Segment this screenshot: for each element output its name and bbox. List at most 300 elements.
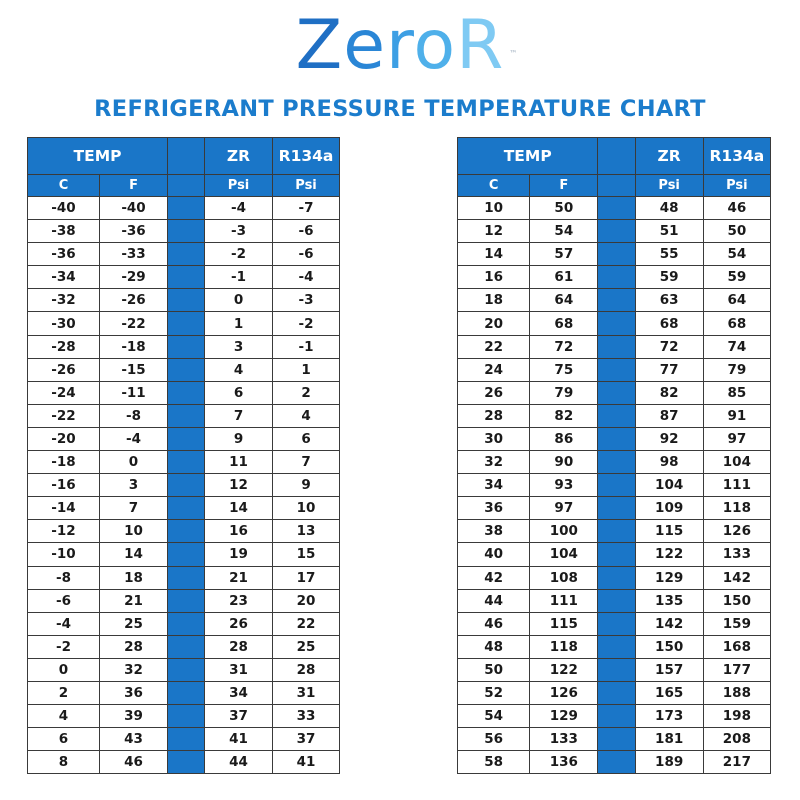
separator-column <box>168 381 205 404</box>
temp-c-cell: 36 <box>458 497 530 520</box>
table-row <box>28 635 340 658</box>
r134a-psi-cell: -6 <box>273 243 340 266</box>
separator-column <box>598 289 635 312</box>
r134a-psi-cell: 91 <box>703 404 770 427</box>
temp-f-cell: 18 <box>100 566 168 589</box>
separator-column <box>598 381 635 404</box>
zr-psi-cell: -1 <box>205 266 273 289</box>
zr-psi-cell: 142 <box>635 612 703 635</box>
temp-f-cell: 14 <box>100 543 168 566</box>
temp-f-cell: -11 <box>100 381 168 404</box>
temp-c-cell: 54 <box>458 705 530 728</box>
temp-f-cell: 126 <box>530 681 598 704</box>
r134a-psi-cell: 17 <box>273 566 340 589</box>
temp-f-cell: 68 <box>530 312 598 335</box>
temp-c-cell: -26 <box>28 358 100 381</box>
r134a-psi-cell: 20 <box>273 589 340 612</box>
table-row <box>28 543 340 566</box>
temp-c-cell: 0 <box>28 658 100 681</box>
table-row <box>458 566 771 589</box>
table-row <box>458 197 771 220</box>
table-row <box>28 681 340 704</box>
separator-column <box>598 427 635 450</box>
zr-psi-cell: -3 <box>205 220 273 243</box>
table-row <box>458 589 771 612</box>
zr-psi-cell: 6 <box>205 381 273 404</box>
zr-psi-cell: 37 <box>205 705 273 728</box>
zr-psi-cell: 72 <box>635 335 703 358</box>
temp-f-cell: 86 <box>530 427 598 450</box>
table-row <box>458 635 771 658</box>
zr-psi-cell: 16 <box>205 520 273 543</box>
separator-column <box>168 728 205 751</box>
table-row <box>28 728 340 751</box>
zr-psi-cell: 3 <box>205 335 273 358</box>
r134a-psi-cell: 9 <box>273 474 340 497</box>
table-row <box>28 358 340 381</box>
fahrenheit-header: F <box>530 175 598 197</box>
temp-c-cell: -22 <box>28 404 100 427</box>
r134a-psi-cell: 126 <box>703 520 770 543</box>
r134a-psi-cell: 15 <box>273 543 340 566</box>
table-row <box>458 705 771 728</box>
separator-column <box>598 220 635 243</box>
zr-psi-cell: 150 <box>635 635 703 658</box>
table-row <box>458 220 771 243</box>
zr-psi-cell: 23 <box>205 589 273 612</box>
r134a-psi-cell: 111 <box>703 474 770 497</box>
logo-wordmark <box>295 6 519 86</box>
temp-f-cell: 111 <box>530 589 598 612</box>
temp-f-cell: 54 <box>530 220 598 243</box>
temp-c-cell: 34 <box>458 474 530 497</box>
separator-column <box>168 566 205 589</box>
zr-psi-cell: 31 <box>205 658 273 681</box>
zr-psi-cell: 82 <box>635 381 703 404</box>
r134a-psi-cell: 79 <box>703 358 770 381</box>
separator-column <box>168 474 205 497</box>
r134a-header: R134a <box>703 138 770 175</box>
temp-f-cell: 136 <box>530 751 598 774</box>
table-row <box>458 751 771 774</box>
separator-column <box>598 681 635 704</box>
zr-psi-cell: 4 <box>205 358 273 381</box>
zr-psi-cell: 181 <box>635 728 703 751</box>
r134a-psi-cell: 33 <box>273 705 340 728</box>
table-row <box>28 335 340 358</box>
r134a-psi-cell: 37 <box>273 728 340 751</box>
separator-column <box>168 612 205 635</box>
temp-c-cell: 2 <box>28 681 100 704</box>
temp-c-cell: -6 <box>28 589 100 612</box>
temp-c-cell: 28 <box>458 404 530 427</box>
table-row <box>28 266 340 289</box>
r134a-psi-cell: 208 <box>703 728 770 751</box>
temp-c-cell: -30 <box>28 312 100 335</box>
separator-column <box>598 175 635 197</box>
separator-column <box>598 138 635 175</box>
temp-c-cell: -36 <box>28 243 100 266</box>
temp-f-cell: 10 <box>100 520 168 543</box>
separator-column <box>168 681 205 704</box>
zr-psi-cell: 109 <box>635 497 703 520</box>
temp-c-cell: 58 <box>458 751 530 774</box>
separator-column <box>598 451 635 474</box>
r134a-psi-cell: 104 <box>703 451 770 474</box>
r134a-psi-cell: 150 <box>703 589 770 612</box>
table-row <box>28 658 340 681</box>
separator-column <box>598 197 635 220</box>
temp-c-cell: -4 <box>28 612 100 635</box>
zr-psi-cell: 68 <box>635 312 703 335</box>
temp-c-cell: -16 <box>28 474 100 497</box>
temp-f-cell: 0 <box>100 451 168 474</box>
temp-f-cell: 7 <box>100 497 168 520</box>
temp-c-cell: 48 <box>458 635 530 658</box>
zr-psi-cell: 98 <box>635 451 703 474</box>
r134a-psi-cell: 133 <box>703 543 770 566</box>
r134a-psi-cell: 142 <box>703 566 770 589</box>
r134a-psi-header: Psi <box>703 175 770 197</box>
temp-f-cell: 57 <box>530 243 598 266</box>
temp-c-cell: 8 <box>28 751 100 774</box>
zr-psi-cell: 21 <box>205 566 273 589</box>
table-row <box>28 612 340 635</box>
temp-header: TEMP <box>458 138 598 175</box>
separator-column <box>168 635 205 658</box>
temp-f-cell: 50 <box>530 197 598 220</box>
temp-f-cell: 46 <box>100 751 168 774</box>
temp-c-cell: -34 <box>28 266 100 289</box>
zr-psi-cell: 1 <box>205 312 273 335</box>
table-row <box>458 266 771 289</box>
temp-f-cell: 43 <box>100 728 168 751</box>
zr-header: ZR <box>205 138 273 175</box>
temp-f-cell: 115 <box>530 612 598 635</box>
r134a-psi-cell: 6 <box>273 427 340 450</box>
temp-c-cell: -2 <box>28 635 100 658</box>
pressure-table-left <box>27 137 340 774</box>
separator-column <box>598 566 635 589</box>
r134a-psi-cell: 25 <box>273 635 340 658</box>
table-row <box>458 312 771 335</box>
celsius-header: C <box>458 175 530 197</box>
separator-column <box>168 138 205 175</box>
logo-letter: R <box>456 6 505 85</box>
temp-f-cell: 28 <box>100 635 168 658</box>
temp-f-cell: 25 <box>100 612 168 635</box>
temp-f-cell: -36 <box>100 220 168 243</box>
zr-psi-cell: 14 <box>205 497 273 520</box>
temp-f-cell: -40 <box>100 197 168 220</box>
separator-column <box>598 751 635 774</box>
table-row <box>458 474 771 497</box>
separator-column <box>598 312 635 335</box>
zr-psi-cell: 26 <box>205 612 273 635</box>
table-row <box>458 358 771 381</box>
temp-f-cell: 118 <box>530 635 598 658</box>
celsius-header: C <box>28 175 100 197</box>
zr-psi-cell: 129 <box>635 566 703 589</box>
separator-column <box>168 520 205 543</box>
temp-f-cell: 39 <box>100 705 168 728</box>
table-row <box>28 289 340 312</box>
r134a-psi-cell: -4 <box>273 266 340 289</box>
zr-psi-cell: 135 <box>635 589 703 612</box>
separator-column <box>168 497 205 520</box>
temp-c-cell: 32 <box>458 451 530 474</box>
temp-c-cell: 44 <box>458 589 530 612</box>
separator-column <box>598 404 635 427</box>
r134a-psi-cell: 217 <box>703 751 770 774</box>
zr-psi-cell: 55 <box>635 243 703 266</box>
table-row <box>458 543 771 566</box>
temp-c-cell: -40 <box>28 197 100 220</box>
r134a-psi-cell: 54 <box>703 243 770 266</box>
r134a-psi-cell: 46 <box>703 197 770 220</box>
table-row <box>28 497 340 520</box>
temp-f-cell: 104 <box>530 543 598 566</box>
separator-column <box>598 266 635 289</box>
table-row <box>28 197 340 220</box>
separator-column <box>168 543 205 566</box>
separator-column <box>168 751 205 774</box>
temp-f-cell: -26 <box>100 289 168 312</box>
temp-c-cell: -24 <box>28 381 100 404</box>
temp-c-cell: 6 <box>28 728 100 751</box>
temp-header: TEMP <box>28 138 168 175</box>
temp-f-cell: -8 <box>100 404 168 427</box>
r134a-psi-cell: 41 <box>273 751 340 774</box>
zr-psi-cell: 28 <box>205 635 273 658</box>
temp-c-cell: 4 <box>28 705 100 728</box>
table-row <box>458 658 771 681</box>
zr-psi-cell: 115 <box>635 520 703 543</box>
separator-column <box>598 728 635 751</box>
table-row <box>28 427 340 450</box>
temp-f-cell: 36 <box>100 681 168 704</box>
table-row <box>458 289 771 312</box>
zr-psi-cell: 44 <box>205 751 273 774</box>
temp-f-cell: -29 <box>100 266 168 289</box>
temp-c-cell: 52 <box>458 681 530 704</box>
temp-f-cell: 90 <box>530 451 598 474</box>
table-row <box>458 520 771 543</box>
temp-f-cell: 97 <box>530 497 598 520</box>
temp-c-cell: 22 <box>458 335 530 358</box>
zr-header: ZR <box>635 138 703 175</box>
r134a-psi-cell: -3 <box>273 289 340 312</box>
r134a-psi-cell: -6 <box>273 220 340 243</box>
r134a-psi-cell: 188 <box>703 681 770 704</box>
separator-column <box>168 266 205 289</box>
zr-psi-cell: 12 <box>205 474 273 497</box>
r134a-psi-cell: 50 <box>703 220 770 243</box>
table-body <box>28 197 340 774</box>
temp-f-cell: 75 <box>530 358 598 381</box>
zr-psi-cell: 9 <box>205 427 273 450</box>
zr-psi-cell: 77 <box>635 358 703 381</box>
r134a-psi-cell: -1 <box>273 335 340 358</box>
separator-column <box>598 358 635 381</box>
temp-c-cell: 56 <box>458 728 530 751</box>
r134a-psi-cell: 2 <box>273 381 340 404</box>
r134a-psi-cell: 64 <box>703 289 770 312</box>
table-row <box>458 243 771 266</box>
r134a-psi-header: Psi <box>273 175 340 197</box>
zr-psi-cell: -4 <box>205 197 273 220</box>
r134a-psi-cell: 97 <box>703 427 770 450</box>
temp-f-cell: -22 <box>100 312 168 335</box>
temp-c-cell: -14 <box>28 497 100 520</box>
logo-letter: o <box>413 6 457 85</box>
zr-psi-cell: -2 <box>205 243 273 266</box>
r134a-psi-cell: 4 <box>273 404 340 427</box>
temp-f-cell: -33 <box>100 243 168 266</box>
temp-c-cell: -38 <box>28 220 100 243</box>
temp-c-cell: 46 <box>458 612 530 635</box>
separator-column <box>168 312 205 335</box>
table-row <box>28 589 340 612</box>
r134a-psi-cell: 10 <box>273 497 340 520</box>
r134a-header: R134a <box>273 138 340 175</box>
table-row <box>458 497 771 520</box>
table-row <box>28 566 340 589</box>
temp-c-cell: 38 <box>458 520 530 543</box>
r134a-psi-cell: 59 <box>703 266 770 289</box>
table-row <box>28 451 340 474</box>
separator-column <box>168 197 205 220</box>
table-row <box>458 404 771 427</box>
r134a-psi-cell: 28 <box>273 658 340 681</box>
table-row <box>28 404 340 427</box>
temp-f-cell: 133 <box>530 728 598 751</box>
separator-column <box>598 543 635 566</box>
temp-c-cell: -28 <box>28 335 100 358</box>
temp-c-cell: -18 <box>28 451 100 474</box>
separator-column <box>598 612 635 635</box>
zr-psi-cell: 189 <box>635 751 703 774</box>
table-row <box>28 312 340 335</box>
fahrenheit-header: F <box>100 175 168 197</box>
temp-c-cell: 24 <box>458 358 530 381</box>
separator-column <box>598 520 635 543</box>
r134a-psi-cell: 1 <box>273 358 340 381</box>
zr-psi-header: Psi <box>205 175 273 197</box>
zr-psi-cell: 104 <box>635 474 703 497</box>
temp-f-cell: -15 <box>100 358 168 381</box>
separator-column <box>168 658 205 681</box>
zr-psi-cell: 122 <box>635 543 703 566</box>
logo-letter: e <box>343 6 387 85</box>
table-row <box>28 243 340 266</box>
temp-c-cell: -20 <box>28 427 100 450</box>
zr-psi-cell: 59 <box>635 266 703 289</box>
separator-column <box>598 658 635 681</box>
r134a-psi-cell: 168 <box>703 635 770 658</box>
separator-column <box>598 243 635 266</box>
r134a-psi-cell: -7 <box>273 197 340 220</box>
separator-column <box>168 404 205 427</box>
temp-f-cell: -4 <box>100 427 168 450</box>
r134a-psi-cell: 118 <box>703 497 770 520</box>
table-row <box>458 612 771 635</box>
table-row <box>28 220 340 243</box>
zr-psi-cell: 41 <box>205 728 273 751</box>
r134a-psi-cell: -2 <box>273 312 340 335</box>
separator-column <box>168 220 205 243</box>
temp-c-cell: 30 <box>458 427 530 450</box>
separator-column <box>598 705 635 728</box>
separator-column <box>598 635 635 658</box>
logo-letter: Z <box>295 6 344 85</box>
zr-psi-cell: 173 <box>635 705 703 728</box>
zr-psi-header: Psi <box>635 175 703 197</box>
zr-psi-cell: 63 <box>635 289 703 312</box>
r134a-psi-cell: 74 <box>703 335 770 358</box>
temp-c-cell: 20 <box>458 312 530 335</box>
separator-column <box>168 335 205 358</box>
temp-c-cell: 16 <box>458 266 530 289</box>
temp-c-cell: -32 <box>28 289 100 312</box>
separator-column <box>598 335 635 358</box>
r134a-psi-cell: 68 <box>703 312 770 335</box>
temp-f-cell: 72 <box>530 335 598 358</box>
temp-f-cell: 100 <box>530 520 598 543</box>
temp-f-cell: 82 <box>530 404 598 427</box>
separator-column <box>168 175 205 197</box>
temp-c-cell: 14 <box>458 243 530 266</box>
pressure-table-right <box>457 137 771 774</box>
r134a-psi-cell: 198 <box>703 705 770 728</box>
temp-c-cell: -8 <box>28 566 100 589</box>
table-row <box>458 681 771 704</box>
temp-c-cell: -10 <box>28 543 100 566</box>
temp-c-cell: 50 <box>458 658 530 681</box>
zr-psi-cell: 11 <box>205 451 273 474</box>
table-row <box>458 381 771 404</box>
r134a-psi-cell: 31 <box>273 681 340 704</box>
chart-title: REFRIGERANT PRESSURE TEMPERATURE CHART <box>94 96 706 122</box>
r134a-psi-cell: 159 <box>703 612 770 635</box>
separator-column <box>168 289 205 312</box>
temp-f-cell: 21 <box>100 589 168 612</box>
zr-psi-cell: 51 <box>635 220 703 243</box>
zr-psi-cell: 48 <box>635 197 703 220</box>
table-row <box>458 728 771 751</box>
separator-column <box>598 497 635 520</box>
table-row <box>28 474 340 497</box>
r134a-psi-cell: 177 <box>703 658 770 681</box>
temp-f-cell: 122 <box>530 658 598 681</box>
temp-f-cell: 108 <box>530 566 598 589</box>
temp-c-cell: 40 <box>458 543 530 566</box>
separator-column <box>168 243 205 266</box>
temp-f-cell: 32 <box>100 658 168 681</box>
separator-column <box>168 358 205 381</box>
table-row <box>28 381 340 404</box>
separator-column <box>168 427 205 450</box>
temp-f-cell: 129 <box>530 705 598 728</box>
table-body <box>458 197 771 774</box>
temp-f-cell: 3 <box>100 474 168 497</box>
logo-letter: r <box>386 6 414 85</box>
zr-psi-cell: 165 <box>635 681 703 704</box>
table-row <box>28 520 340 543</box>
trademark-symbol: ™ <box>509 49 519 58</box>
r134a-psi-cell: 7 <box>273 451 340 474</box>
zr-psi-cell: 157 <box>635 658 703 681</box>
